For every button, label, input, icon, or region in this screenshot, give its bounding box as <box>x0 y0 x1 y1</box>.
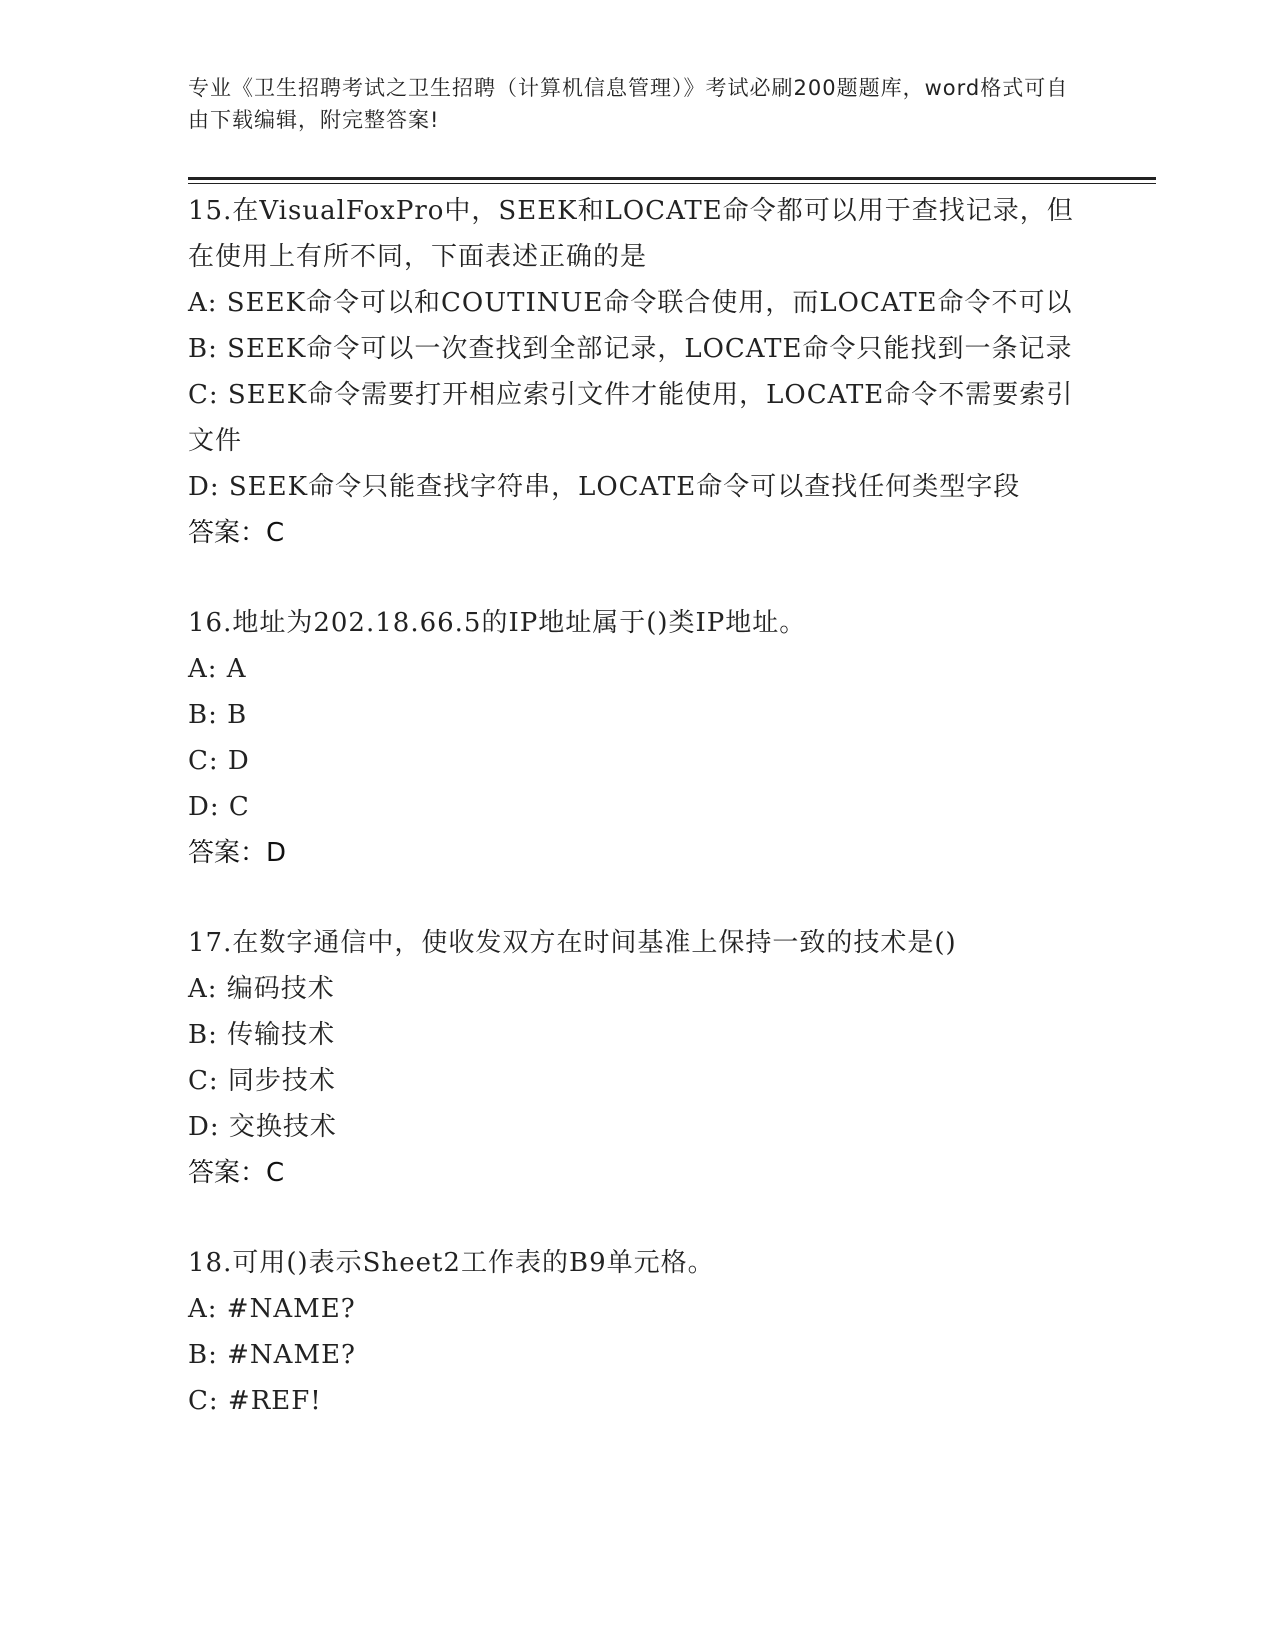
header-rule-thin <box>188 183 1156 184</box>
option-c: C: 同步技术 <box>188 1066 336 1096</box>
option-b: B: SEEK命令可以一次查找到全部记录，LOCATE命令只能找到一条记录 <box>188 334 1073 364</box>
option-b: B: 传输技术 <box>188 1020 336 1050</box>
question-16 <box>188 600 1088 876</box>
option-b: B: #NAME? <box>188 1340 356 1370</box>
option-d: D: 交换技术 <box>188 1112 337 1142</box>
answer: 答案：D <box>188 838 287 868</box>
option-a: A: #NAME? <box>188 1294 356 1324</box>
question-stem: 15.在VisualFoxPro中，SEEK和LOCATE命令都可以用于查找记录，但在使用上有所不同，下面表述正确的是 <box>188 196 1074 272</box>
question-stem: 17.在数字通信中，使收发双方在时间基准上保持一致的技术是() <box>188 928 957 958</box>
option-a: A: A <box>188 654 247 684</box>
option-c: C: #REF! <box>188 1386 322 1416</box>
question-list <box>188 188 1088 1468</box>
document-header: 专业《卫生招聘考试之卫生招聘（计算机信息管理）》考试必刷200题题库，word格式可自由下载编辑，附完整答案! <box>188 76 1069 132</box>
option-c: C: SEEK命令需要打开相应索引文件才能使用，LOCATE命令不需要索引文件 <box>188 380 1074 456</box>
option-a: A: 编码技术 <box>188 974 335 1004</box>
answer: 答案：C <box>188 1158 285 1188</box>
question-15 <box>188 188 1088 556</box>
question-17 <box>188 920 1088 1196</box>
option-c: C: D <box>188 746 250 776</box>
question-stem: 16.地址为202.18.66.5的IP地址属于()类IP地址。 <box>188 608 807 638</box>
option-a: A: SEEK命令可以和COUTINUE命令联合使用，而LOCATE命令不可以 <box>188 288 1073 318</box>
option-b: B: B <box>188 700 248 730</box>
option-d: D: SEEK命令只能查找字符串，LOCATE命令可以查找任何类型字段 <box>188 472 1021 502</box>
option-d: D: C <box>188 792 250 822</box>
question-stem: 18.可用()表示Sheet2工作表的B9单元格。 <box>188 1248 715 1278</box>
answer: 答案：C <box>188 518 285 548</box>
header-rule-thick <box>188 177 1156 180</box>
question-18 <box>188 1240 1088 1424</box>
